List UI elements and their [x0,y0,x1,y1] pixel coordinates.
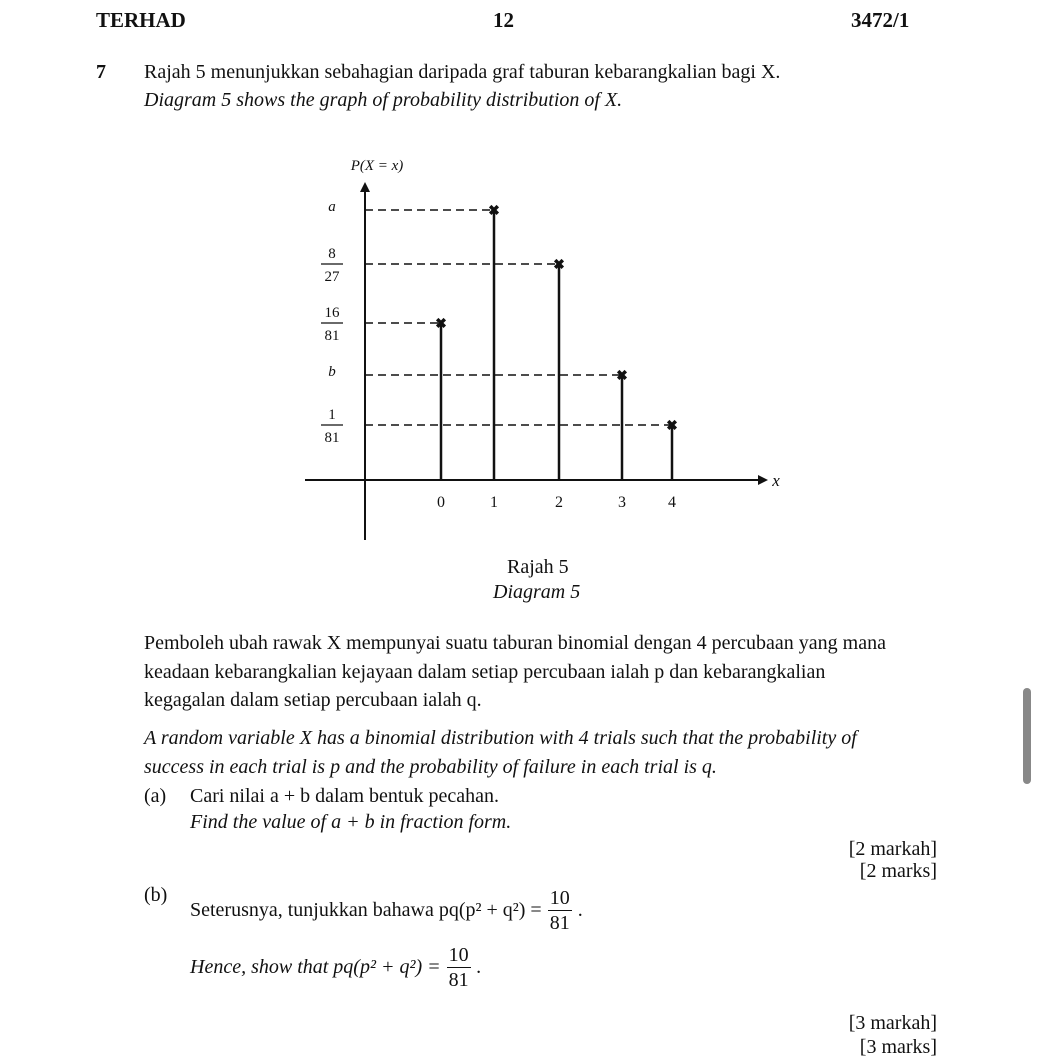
part-b-malay [190,888,583,933]
part-a-marks-english: [2 marks] [859,860,937,882]
y-tick-label: b [328,364,336,380]
intro-malay: Rajah 5 menunjukkan sebahagian daripada graf taburan kebarangkalian bagi X. [144,61,781,83]
caption-malay: Rajah 5 [507,556,569,578]
part-b-text-english: Hence, show that pq(p² + q²) = [190,956,441,978]
x-tick-label: 2 [555,494,563,511]
y-axis-label: P(X = x) [350,158,404,174]
bar-marker: ✖ [435,317,447,332]
body-ms-line2: keadaan kebarangkalian kejayaan dalam setiap percubaan ialah p dan kebarangkalian [144,661,826,683]
part-a-marks-malay: [2 markah] [848,838,937,860]
period: . [577,899,583,921]
part-a-text-malay: Cari nilai a + b dalam bentuk pecahan. [190,785,499,807]
part-a-text-english: Find the value of a + b in fraction form. [190,811,512,833]
y-tick-denominator: 27 [324,269,340,285]
page-number: 12 [493,8,514,32]
paper-code: 3472/1 [851,8,910,32]
part-b-text-malay: Seterusnya, tunjukkan bahawa pq(p² + q²) = [190,899,542,921]
x-tick-label: 3 [618,494,626,511]
fraction-numerator-en: 10 [448,944,469,966]
intro-english: Diagram 5 shows the graph of probability distribution of X. [144,89,623,111]
body-en-line1: A random variable X has a binomial distribution with 4 trials such that the probability of [144,727,857,749]
x-axis-arrow [758,475,768,485]
fraction-denominator-en: 81 [448,969,469,991]
part-b-english [190,945,482,990]
bar-marker: ✖ [553,258,565,273]
y-axis-arrow [360,182,370,192]
x-axis-label: x [772,471,780,490]
scrollbar-thumb[interactable] [1023,688,1031,784]
y-tick-denominator: 81 [324,328,340,344]
bar-marker: ✖ [488,204,500,219]
fraction-10-81-en [447,945,471,990]
part-b-marks-malay: [3 markah] [848,1012,937,1034]
part-b-label: (b) [144,884,168,906]
header-left: TERHAD [96,8,186,32]
x-tick-label: 4 [668,494,676,511]
y-tick-numerator: 1 [328,407,336,423]
fraction-10-81 [548,888,572,933]
x-tick-label: 1 [490,494,498,511]
body-ms-line1: Pemboleh ubah rawak X mempunyai suatu taburan binomial dengan 4 percubaan yang mana [144,632,886,654]
fraction-denominator: 81 [549,912,570,934]
fraction-numerator: 10 [549,887,570,909]
bar-marker: ✖ [616,369,628,384]
caption-english: Diagram 5 [493,581,581,603]
part-a-label: (a) [144,785,167,807]
x-tick-label: 0 [437,494,445,511]
y-tick-label: a [328,199,336,215]
question-number: 7 [96,61,106,83]
part-b-marks-english: [3 marks] [859,1036,937,1058]
body-ms-line3: kegagalan dalam setiap percubaan ialah q. [144,689,482,711]
period-en: . [476,956,482,978]
y-tick-denominator: 81 [324,430,340,446]
bar-marker: ✖ [666,419,678,434]
y-tick-numerator: 8 [328,246,336,262]
y-tick-numerator: 16 [324,305,340,321]
body-en-line2: success in each trial is p and the probability of failure in each trial is q. [144,756,717,778]
